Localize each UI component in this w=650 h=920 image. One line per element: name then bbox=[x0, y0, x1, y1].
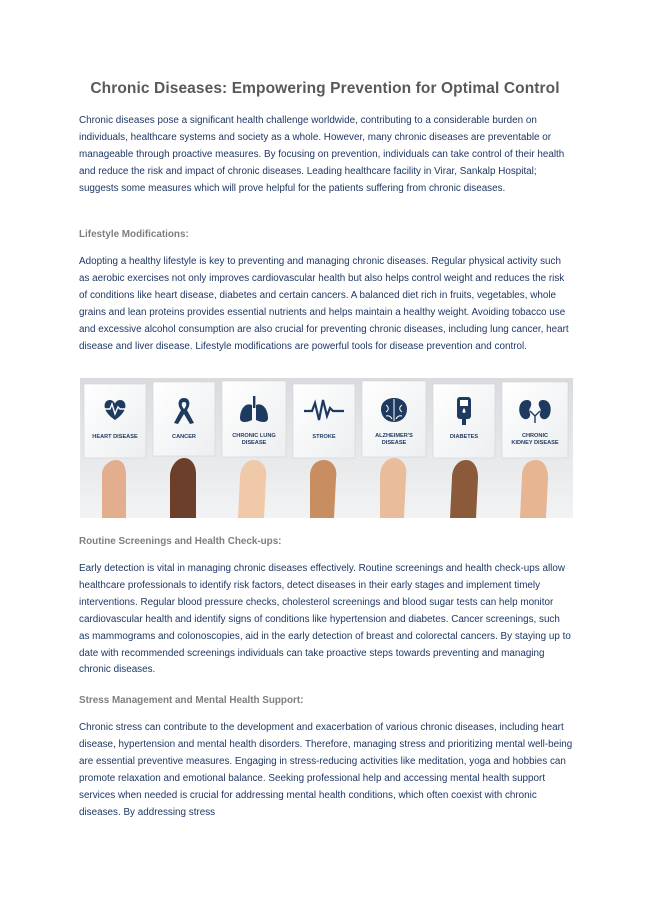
card-label-line2: DISEASE bbox=[381, 440, 407, 446]
card-label: CHRONIC LUNG bbox=[232, 433, 276, 439]
intro-paragraph: Chronic diseases pose a significant health challenge worldwide, contributing to a considerable burden on individuals, healthcare systems and society as a whole. However, many chronic diseases are preventable or manageable through proactive measures. By focusing on prevention, individuals can take control of their health and reduce the risk and impact of chronic diseases. Leading healthcare facility in Virar, Sankalp Hospital; suggests some measures which will prove helpful for the patients suffering from chronic diseases. bbox=[79, 115, 565, 194]
card-label: CANCER bbox=[172, 434, 196, 440]
section-body-lifestyle: Adopting a healthy lifestyle is key to preventing and managing chronic diseases. Regular physical activity such as aerobic exercises not only improves cardiovascular health but also helps control weight and reduces the risk of conditions like heart disease, diabetes and certain cancers. A balanced diet rich in fruits, vegetables, whole grains and lean proteins provides essential nutrients and helps maintain a healthy weight. Avoiding tobacco use and excessive alcohol consumption are also crucial for preventing chronic diseases, including lung cancer, heart disease and liver disease. Lifestyle modifications are powerful tools for disease prevention and control. bbox=[79, 256, 569, 352]
disease-card-diabetes bbox=[433, 384, 495, 458]
section-body-screenings: Early detection is vital in managing chronic diseases effectively. Routine screenings and health check-ups allow healthcare professionals to identify risk factors, detect diseases in their early stages and implement timely interventions. Regular blood pressure checks, cholesterol screenings and blood sugar tests can help monitor cardiovascular health and identify signs of conditions like hypertension and diabetes. Cancer screenings, such as mammograms and colonoscopies, aid in the early detection of breast and colorectal cancers. By staying up to date with recommended screenings individuals can take proactive steps towards preventing and managing chronic diseases. bbox=[79, 563, 571, 676]
disease-card-stroke bbox=[293, 384, 355, 458]
card-label-line2: KIDNEY DISEASE bbox=[511, 440, 559, 446]
disease-card-kidney bbox=[502, 382, 568, 458]
chronic-disease-signs-illustration bbox=[80, 378, 573, 518]
disease-card-heart bbox=[84, 384, 146, 458]
disease-card-alzheimers bbox=[362, 381, 426, 457]
disease-card-lung bbox=[222, 381, 286, 457]
page-title: Chronic Diseases: Empowering Prevention for Optimal Control bbox=[90, 80, 560, 97]
card-label-line2: DISEASE bbox=[241, 440, 267, 446]
card-label: CHRONIC bbox=[521, 433, 549, 439]
disease-card-cancer bbox=[153, 382, 215, 456]
card-label: DIABETES bbox=[449, 434, 479, 440]
card-label: HEART DISEASE bbox=[92, 434, 138, 440]
card-label: ALZHEIMER'S bbox=[375, 433, 413, 439]
section-heading-lifestyle: Lifestyle Modifications: bbox=[79, 229, 189, 240]
section-heading-screenings: Routine Screenings and Health Check-ups: bbox=[79, 536, 282, 547]
card-label: STROKE bbox=[312, 434, 336, 440]
section-body-stress: Chronic stress can contribute to the development and exacerbation of various chronic diseases, including heart disease, hypertension and mental health disorders. Therefore, managing stress and prioritizing mental well-being are essential preventive measures. Engaging in stress-reducing activities like meditation, yoga and hobbies can promote relaxation and emotional balance. Seeking professional help and accessing mental health support services when needed is crucial for addressing mental health conditions, which often coexist with chronic diseases. By addressing stress bbox=[79, 722, 573, 818]
brain-icon bbox=[381, 398, 407, 422]
section-heading-stress: Stress Management and Mental Health Support: bbox=[79, 695, 304, 706]
